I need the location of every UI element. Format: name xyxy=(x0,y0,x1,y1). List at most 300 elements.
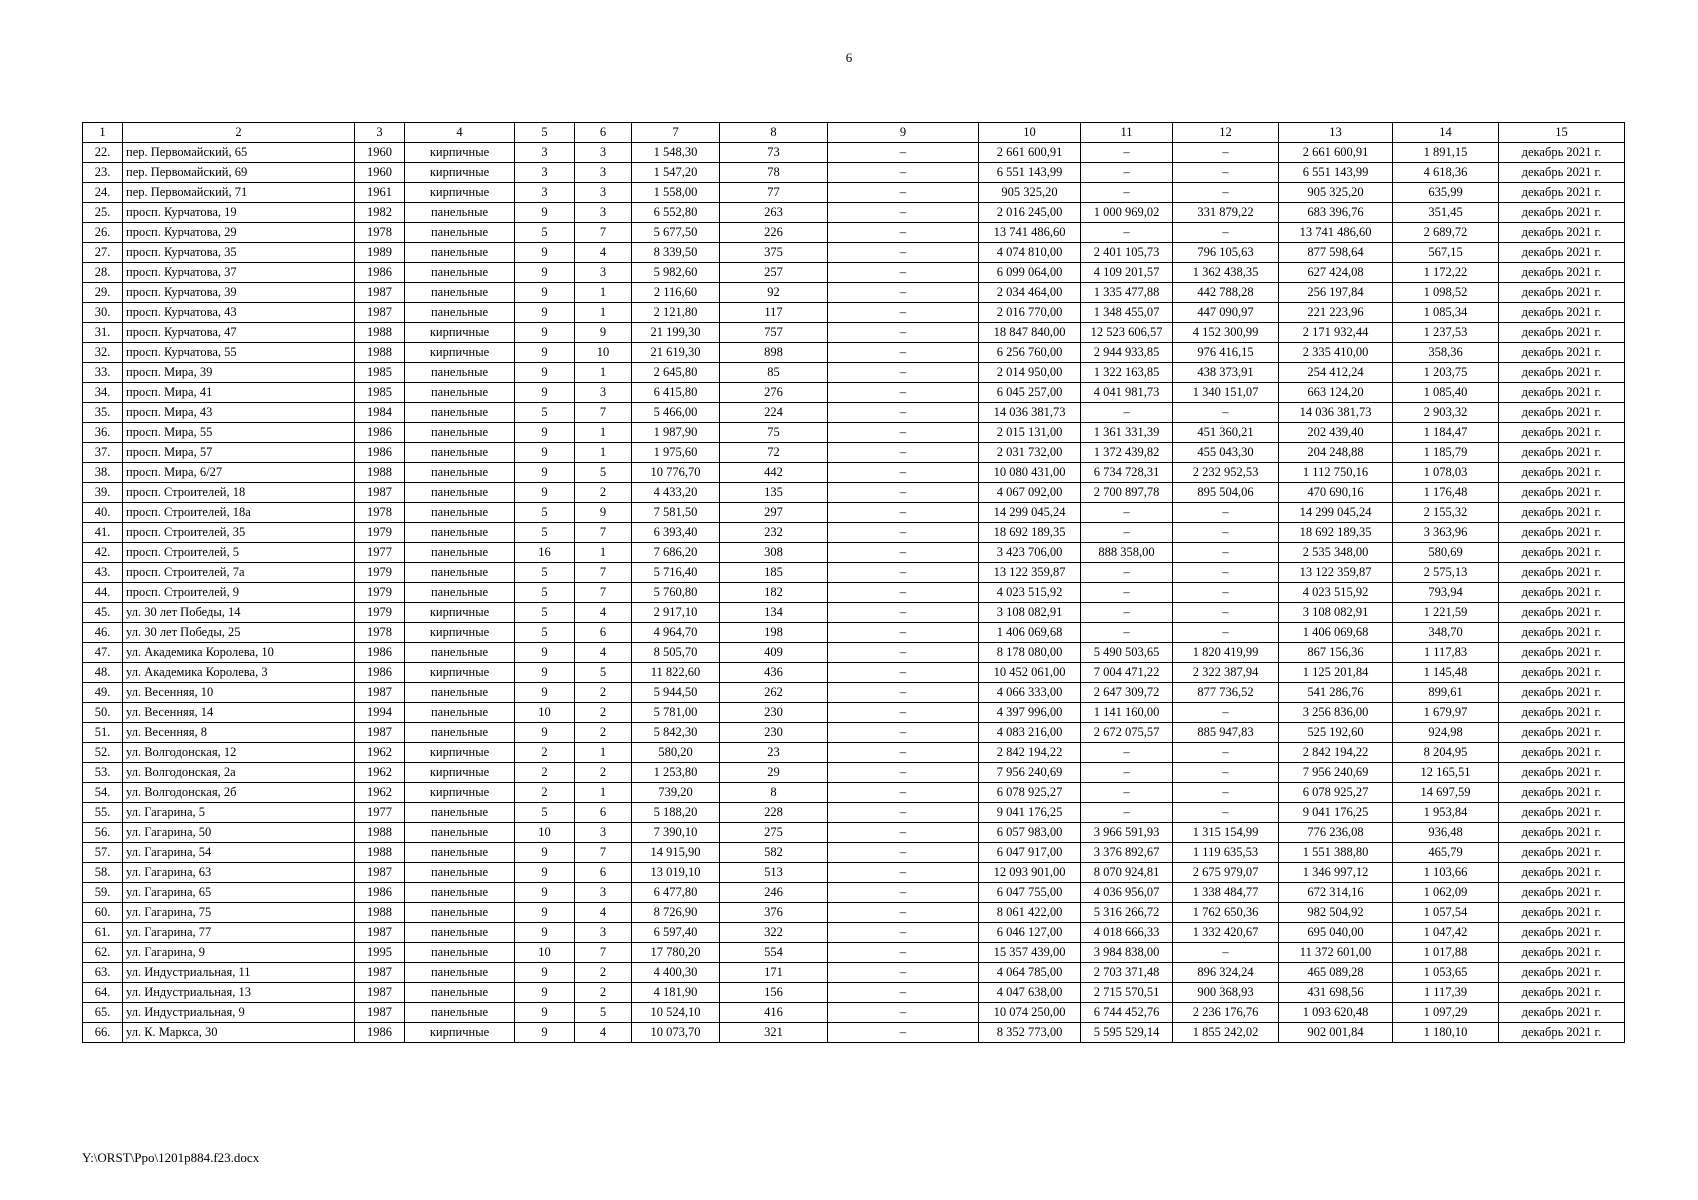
year-cell: 1979 xyxy=(355,583,405,603)
wall-material-cell: панельные xyxy=(405,243,515,263)
col11-cell: – xyxy=(1081,403,1173,423)
table-row xyxy=(83,363,1625,383)
col9-cell: – xyxy=(828,323,979,343)
wall-material-cell: панельные xyxy=(405,923,515,943)
area-cell: 4 433,20 xyxy=(632,483,720,503)
col11-cell: 7 004 471,22 xyxy=(1081,663,1173,683)
row-number: 30. xyxy=(83,303,123,323)
residents-cell: 182 xyxy=(720,583,828,603)
floors-cell: 9 xyxy=(515,963,575,983)
entrances-cell: 3 xyxy=(575,883,632,903)
table-row xyxy=(83,323,1625,343)
entrances-cell: 6 xyxy=(575,623,632,643)
col13-cell: 6 551 143,99 xyxy=(1279,163,1393,183)
floors-cell: 3 xyxy=(515,143,575,163)
year-cell: 1987 xyxy=(355,683,405,703)
deadline-cell: декабрь 2021 г. xyxy=(1499,1003,1625,1023)
table-row xyxy=(83,283,1625,303)
floors-cell: 5 xyxy=(515,603,575,623)
entrances-cell: 5 xyxy=(575,663,632,683)
wall-material-cell: панельные xyxy=(405,443,515,463)
col14-cell: 899,61 xyxy=(1393,683,1499,703)
col12-cell: – xyxy=(1173,163,1279,183)
year-cell: 1986 xyxy=(355,423,405,443)
address-cell: пер. Первомайский, 71 xyxy=(123,183,355,203)
table-row xyxy=(83,763,1625,783)
area-cell: 8 339,50 xyxy=(632,243,720,263)
col9-cell: – xyxy=(828,223,979,243)
col11-cell: – xyxy=(1081,803,1173,823)
table-row xyxy=(83,663,1625,683)
entrances-cell: 4 xyxy=(575,903,632,923)
wall-material-cell: панельные xyxy=(405,943,515,963)
deadline-cell: декабрь 2021 г. xyxy=(1499,303,1625,323)
col12-cell: – xyxy=(1173,143,1279,163)
col13-cell: 11 372 601,00 xyxy=(1279,943,1393,963)
table-row xyxy=(83,143,1625,163)
area-cell: 2 116,60 xyxy=(632,283,720,303)
wall-material-cell: панельные xyxy=(405,843,515,863)
year-cell: 1989 xyxy=(355,243,405,263)
deadline-cell: декабрь 2021 г. xyxy=(1499,523,1625,543)
year-cell: 1985 xyxy=(355,363,405,383)
col12-cell: 2 236 176,76 xyxy=(1173,1003,1279,1023)
address-cell: ул. Весенняя, 10 xyxy=(123,683,355,703)
wall-material-cell: панельные xyxy=(405,863,515,883)
column-header: 14 xyxy=(1393,123,1499,143)
address-cell: ул. Гагарина, 75 xyxy=(123,903,355,923)
col12-cell: 451 360,21 xyxy=(1173,423,1279,443)
table-row xyxy=(83,923,1625,943)
row-number: 31. xyxy=(83,323,123,343)
year-cell: 1987 xyxy=(355,283,405,303)
entrances-cell: 7 xyxy=(575,563,632,583)
entrances-cell: 2 xyxy=(575,763,632,783)
col14-cell: 1 221,59 xyxy=(1393,603,1499,623)
col9-cell: – xyxy=(828,143,979,163)
col11-cell: 2 715 570,51 xyxy=(1081,983,1173,1003)
residents-cell: 156 xyxy=(720,983,828,1003)
col10-cell: 9 041 176,25 xyxy=(979,803,1081,823)
col11-cell: – xyxy=(1081,763,1173,783)
column-header: 12 xyxy=(1173,123,1279,143)
wall-material-cell: панельные xyxy=(405,543,515,563)
col12-cell: – xyxy=(1173,743,1279,763)
col13-cell: 13 122 359,87 xyxy=(1279,563,1393,583)
col11-cell: – xyxy=(1081,503,1173,523)
col9-cell: – xyxy=(828,503,979,523)
col12-cell: 4 152 300,99 xyxy=(1173,323,1279,343)
col14-cell: 348,70 xyxy=(1393,623,1499,643)
col9-cell: – xyxy=(828,283,979,303)
col12-cell: 442 788,28 xyxy=(1173,283,1279,303)
wall-material-cell: панельные xyxy=(405,903,515,923)
column-header: 5 xyxy=(515,123,575,143)
col13-cell: 672 314,16 xyxy=(1279,883,1393,903)
col13-cell: 1 346 997,12 xyxy=(1279,863,1393,883)
table-row xyxy=(83,523,1625,543)
area-cell: 1 547,20 xyxy=(632,163,720,183)
col10-cell: 10 080 431,00 xyxy=(979,463,1081,483)
col10-cell: 4 074 810,00 xyxy=(979,243,1081,263)
col9-cell: – xyxy=(828,943,979,963)
col11-cell: 1 141 160,00 xyxy=(1081,703,1173,723)
year-cell: 1979 xyxy=(355,523,405,543)
row-number: 46. xyxy=(83,623,123,643)
col10-cell: 6 047 917,00 xyxy=(979,843,1081,863)
col12-cell: 1 332 420,67 xyxy=(1173,923,1279,943)
row-number: 65. xyxy=(83,1003,123,1023)
address-cell: просп. Строителей, 9 xyxy=(123,583,355,603)
address-cell: просп. Курчатова, 37 xyxy=(123,263,355,283)
address-cell: ул. Индустриальная, 9 xyxy=(123,1003,355,1023)
floors-cell: 5 xyxy=(515,623,575,643)
col14-cell: 1 085,34 xyxy=(1393,303,1499,323)
col14-cell: 1 047,42 xyxy=(1393,923,1499,943)
floors-cell: 9 xyxy=(515,423,575,443)
col12-cell: – xyxy=(1173,403,1279,423)
address-cell: ул. Гагарина, 77 xyxy=(123,923,355,943)
residents-cell: 375 xyxy=(720,243,828,263)
residents-cell: 226 xyxy=(720,223,828,243)
deadline-cell: декабрь 2021 г. xyxy=(1499,323,1625,343)
row-number: 22. xyxy=(83,143,123,163)
residents-cell: 224 xyxy=(720,403,828,423)
col10-cell: 2 034 464,00 xyxy=(979,283,1081,303)
address-cell: просп. Курчатова, 39 xyxy=(123,283,355,303)
residents-cell: 436 xyxy=(720,663,828,683)
floors-cell: 9 xyxy=(515,283,575,303)
area-cell: 7 581,50 xyxy=(632,503,720,523)
col14-cell: 1 184,47 xyxy=(1393,423,1499,443)
area-cell: 7 390,10 xyxy=(632,823,720,843)
year-cell: 1987 xyxy=(355,723,405,743)
entrances-cell: 1 xyxy=(575,743,632,763)
column-number-row xyxy=(83,123,1625,143)
address-cell: просп. Курчатова, 43 xyxy=(123,303,355,323)
wall-material-cell: кирпичные xyxy=(405,343,515,363)
entrances-cell: 2 xyxy=(575,723,632,743)
table-row xyxy=(83,803,1625,823)
col9-cell: – xyxy=(828,683,979,703)
year-cell: 1986 xyxy=(355,263,405,283)
col13-cell: 1 406 069,68 xyxy=(1279,623,1393,643)
table-row xyxy=(83,183,1625,203)
col10-cell: 8 178 080,00 xyxy=(979,643,1081,663)
col10-cell: 2 842 194,22 xyxy=(979,743,1081,763)
col9-cell: – xyxy=(828,763,979,783)
entrances-cell: 4 xyxy=(575,1023,632,1043)
table-row xyxy=(83,1003,1625,1023)
residents-cell: 228 xyxy=(720,803,828,823)
address-cell: пер. Первомайский, 65 xyxy=(123,143,355,163)
floors-cell: 9 xyxy=(515,643,575,663)
area-cell: 2 121,80 xyxy=(632,303,720,323)
entrances-cell: 6 xyxy=(575,803,632,823)
deadline-cell: декабрь 2021 г. xyxy=(1499,823,1625,843)
col12-cell: – xyxy=(1173,803,1279,823)
floors-cell: 9 xyxy=(515,663,575,683)
area-cell: 5 466,00 xyxy=(632,403,720,423)
address-cell: ул. К. Маркса, 30 xyxy=(123,1023,355,1043)
deadline-cell: декабрь 2021 г. xyxy=(1499,183,1625,203)
entrances-cell: 3 xyxy=(575,183,632,203)
entrances-cell: 1 xyxy=(575,303,632,323)
col13-cell: 1 093 620,48 xyxy=(1279,1003,1393,1023)
floors-cell: 2 xyxy=(515,743,575,763)
wall-material-cell: панельные xyxy=(405,723,515,743)
col13-cell: 905 325,20 xyxy=(1279,183,1393,203)
residents-cell: 23 xyxy=(720,743,828,763)
deadline-cell: декабрь 2021 г. xyxy=(1499,263,1625,283)
floors-cell: 9 xyxy=(515,263,575,283)
col12-cell: – xyxy=(1173,543,1279,563)
table-row xyxy=(83,243,1625,263)
wall-material-cell: кирпичные xyxy=(405,783,515,803)
row-number: 41. xyxy=(83,523,123,543)
col11-cell: – xyxy=(1081,563,1173,583)
column-header: 1 xyxy=(83,123,123,143)
entrances-cell: 3 xyxy=(575,263,632,283)
row-number: 55. xyxy=(83,803,123,823)
table-row xyxy=(83,163,1625,183)
entrances-cell: 1 xyxy=(575,783,632,803)
col14-cell: 567,15 xyxy=(1393,243,1499,263)
address-cell: ул. Волгодонская, 2б xyxy=(123,783,355,803)
col10-cell: 3 108 082,91 xyxy=(979,603,1081,623)
wall-material-cell: панельные xyxy=(405,463,515,483)
col13-cell: 204 248,88 xyxy=(1279,443,1393,463)
deadline-cell: декабрь 2021 г. xyxy=(1499,383,1625,403)
deadline-cell: декабрь 2021 г. xyxy=(1499,243,1625,263)
col12-cell: – xyxy=(1173,603,1279,623)
col10-cell: 4 047 638,00 xyxy=(979,983,1081,1003)
wall-material-cell: панельные xyxy=(405,883,515,903)
table-body xyxy=(83,143,1625,1043)
col9-cell: – xyxy=(828,543,979,563)
wall-material-cell: кирпичные xyxy=(405,623,515,643)
floors-cell: 9 xyxy=(515,243,575,263)
entrances-cell: 3 xyxy=(575,923,632,943)
table-row xyxy=(83,743,1625,763)
wall-material-cell: кирпичные xyxy=(405,743,515,763)
entrances-cell: 7 xyxy=(575,403,632,423)
col11-cell: 4 109 201,57 xyxy=(1081,263,1173,283)
col10-cell: 2 014 950,00 xyxy=(979,363,1081,383)
deadline-cell: декабрь 2021 г. xyxy=(1499,423,1625,443)
area-cell: 14 915,90 xyxy=(632,843,720,863)
col9-cell: – xyxy=(828,603,979,623)
address-cell: ул. Гагарина, 65 xyxy=(123,883,355,903)
floors-cell: 9 xyxy=(515,863,575,883)
area-cell: 8 726,90 xyxy=(632,903,720,923)
entrances-cell: 3 xyxy=(575,823,632,843)
deadline-cell: декабрь 2021 г. xyxy=(1499,803,1625,823)
col11-cell: 4 018 666,33 xyxy=(1081,923,1173,943)
table-row xyxy=(83,263,1625,283)
col13-cell: 9 041 176,25 xyxy=(1279,803,1393,823)
area-cell: 2 645,80 xyxy=(632,363,720,383)
col10-cell: 15 357 439,00 xyxy=(979,943,1081,963)
address-cell: просп. Мира, 43 xyxy=(123,403,355,423)
col11-cell: 2 647 309,72 xyxy=(1081,683,1173,703)
table-row xyxy=(83,423,1625,443)
col12-cell: 1 340 151,07 xyxy=(1173,383,1279,403)
col12-cell: 1 820 419,99 xyxy=(1173,643,1279,663)
area-cell: 5 944,50 xyxy=(632,683,720,703)
wall-material-cell: кирпичные xyxy=(405,1023,515,1043)
row-number: 43. xyxy=(83,563,123,583)
col9-cell: – xyxy=(828,1023,979,1043)
residents-cell: 29 xyxy=(720,763,828,783)
year-cell: 1984 xyxy=(355,403,405,423)
deadline-cell: декабрь 2021 г. xyxy=(1499,563,1625,583)
col13-cell: 465 089,28 xyxy=(1279,963,1393,983)
year-cell: 1977 xyxy=(355,803,405,823)
area-cell: 21 199,30 xyxy=(632,323,720,343)
col12-cell: 976 416,15 xyxy=(1173,343,1279,363)
floors-cell: 5 xyxy=(515,803,575,823)
year-cell: 1988 xyxy=(355,463,405,483)
table-row xyxy=(83,683,1625,703)
wall-material-cell: панельные xyxy=(405,363,515,383)
col10-cell: 6 256 760,00 xyxy=(979,343,1081,363)
col10-cell: 2 031 732,00 xyxy=(979,443,1081,463)
col12-cell: – xyxy=(1173,503,1279,523)
col13-cell: 663 124,20 xyxy=(1279,383,1393,403)
table-row xyxy=(83,703,1625,723)
wall-material-cell: панельные xyxy=(405,223,515,243)
area-cell: 7 686,20 xyxy=(632,543,720,563)
address-cell: ул. Гагарина, 54 xyxy=(123,843,355,863)
residents-cell: 230 xyxy=(720,703,828,723)
deadline-cell: декабрь 2021 г. xyxy=(1499,463,1625,483)
address-cell: просп. Курчатова, 47 xyxy=(123,323,355,343)
area-cell: 580,20 xyxy=(632,743,720,763)
address-cell: просп. Мира, 41 xyxy=(123,383,355,403)
address-cell: просп. Мира, 55 xyxy=(123,423,355,443)
row-number: 61. xyxy=(83,923,123,943)
area-cell: 1 253,80 xyxy=(632,763,720,783)
col10-cell: 1 406 069,68 xyxy=(979,623,1081,643)
year-cell: 1979 xyxy=(355,603,405,623)
floors-cell: 9 xyxy=(515,203,575,223)
wall-material-cell: панельные xyxy=(405,983,515,1003)
col13-cell: 202 439,40 xyxy=(1279,423,1393,443)
deadline-cell: декабрь 2021 г. xyxy=(1499,503,1625,523)
col13-cell: 254 412,24 xyxy=(1279,363,1393,383)
row-number: 25. xyxy=(83,203,123,223)
floors-cell: 9 xyxy=(515,843,575,863)
col12-cell: – xyxy=(1173,523,1279,543)
col13-cell: 256 197,84 xyxy=(1279,283,1393,303)
deadline-cell: декабрь 2021 г. xyxy=(1499,663,1625,683)
column-header: 8 xyxy=(720,123,828,143)
col12-cell: 1 762 650,36 xyxy=(1173,903,1279,923)
col10-cell: 13 122 359,87 xyxy=(979,563,1081,583)
row-number: 50. xyxy=(83,703,123,723)
wall-material-cell: панельные xyxy=(405,563,515,583)
entrances-cell: 1 xyxy=(575,443,632,463)
area-cell: 5 781,00 xyxy=(632,703,720,723)
residents-cell: 757 xyxy=(720,323,828,343)
floors-cell: 5 xyxy=(515,503,575,523)
col10-cell: 7 956 240,69 xyxy=(979,763,1081,783)
year-cell: 1988 xyxy=(355,903,405,923)
col10-cell: 4 064 785,00 xyxy=(979,963,1081,983)
table-row xyxy=(83,343,1625,363)
deadline-cell: декабрь 2021 г. xyxy=(1499,963,1625,983)
col10-cell: 6 045 257,00 xyxy=(979,383,1081,403)
row-number: 23. xyxy=(83,163,123,183)
col13-cell: 2 535 348,00 xyxy=(1279,543,1393,563)
col11-cell: 1 348 455,07 xyxy=(1081,303,1173,323)
wall-material-cell: панельные xyxy=(405,483,515,503)
floors-cell: 9 xyxy=(515,483,575,503)
col12-cell: 895 504,06 xyxy=(1173,483,1279,503)
col13-cell: 431 698,56 xyxy=(1279,983,1393,1003)
wall-material-cell: кирпичные xyxy=(405,763,515,783)
year-cell: 1986 xyxy=(355,643,405,663)
floors-cell: 9 xyxy=(515,363,575,383)
col13-cell: 541 286,76 xyxy=(1279,683,1393,703)
col12-cell: 796 105,63 xyxy=(1173,243,1279,263)
wall-material-cell: кирпичные xyxy=(405,663,515,683)
deadline-cell: декабрь 2021 г. xyxy=(1499,543,1625,563)
residents-cell: 321 xyxy=(720,1023,828,1043)
area-cell: 2 917,10 xyxy=(632,603,720,623)
col11-cell: 4 036 956,07 xyxy=(1081,883,1173,903)
table-row xyxy=(83,503,1625,523)
deadline-cell: декабрь 2021 г. xyxy=(1499,603,1625,623)
floors-cell: 3 xyxy=(515,183,575,203)
residents-cell: 409 xyxy=(720,643,828,663)
deadline-cell: декабрь 2021 г. xyxy=(1499,643,1625,663)
entrances-cell: 4 xyxy=(575,243,632,263)
col11-cell: 5 490 503,65 xyxy=(1081,643,1173,663)
col11-cell: 2 672 075,57 xyxy=(1081,723,1173,743)
col9-cell: – xyxy=(828,723,979,743)
col11-cell: 2 944 933,85 xyxy=(1081,343,1173,363)
col10-cell: 4 066 333,00 xyxy=(979,683,1081,703)
col11-cell: 3 984 838,00 xyxy=(1081,943,1173,963)
wall-material-cell: кирпичные xyxy=(405,163,515,183)
column-header: 11 xyxy=(1081,123,1173,143)
residents-cell: 85 xyxy=(720,363,828,383)
col12-cell: – xyxy=(1173,703,1279,723)
col11-cell: 5 595 529,14 xyxy=(1081,1023,1173,1043)
col10-cell: 2 015 131,00 xyxy=(979,423,1081,443)
entrances-cell: 4 xyxy=(575,603,632,623)
col13-cell: 3 108 082,91 xyxy=(1279,603,1393,623)
address-cell: просп. Мира, 6/27 xyxy=(123,463,355,483)
entrances-cell: 3 xyxy=(575,203,632,223)
col11-cell: – xyxy=(1081,623,1173,643)
floors-cell: 9 xyxy=(515,1023,575,1043)
col13-cell: 1 125 201,84 xyxy=(1279,663,1393,683)
year-cell: 1962 xyxy=(355,763,405,783)
col10-cell: 10 074 250,00 xyxy=(979,1003,1081,1023)
col10-cell: 6 057 983,00 xyxy=(979,823,1081,843)
year-cell: 1978 xyxy=(355,503,405,523)
floors-cell: 9 xyxy=(515,723,575,743)
address-cell: ул. Весенняя, 8 xyxy=(123,723,355,743)
col9-cell: – xyxy=(828,203,979,223)
year-cell: 1986 xyxy=(355,663,405,683)
area-cell: 17 780,20 xyxy=(632,943,720,963)
col11-cell: – xyxy=(1081,223,1173,243)
col9-cell: – xyxy=(828,643,979,663)
